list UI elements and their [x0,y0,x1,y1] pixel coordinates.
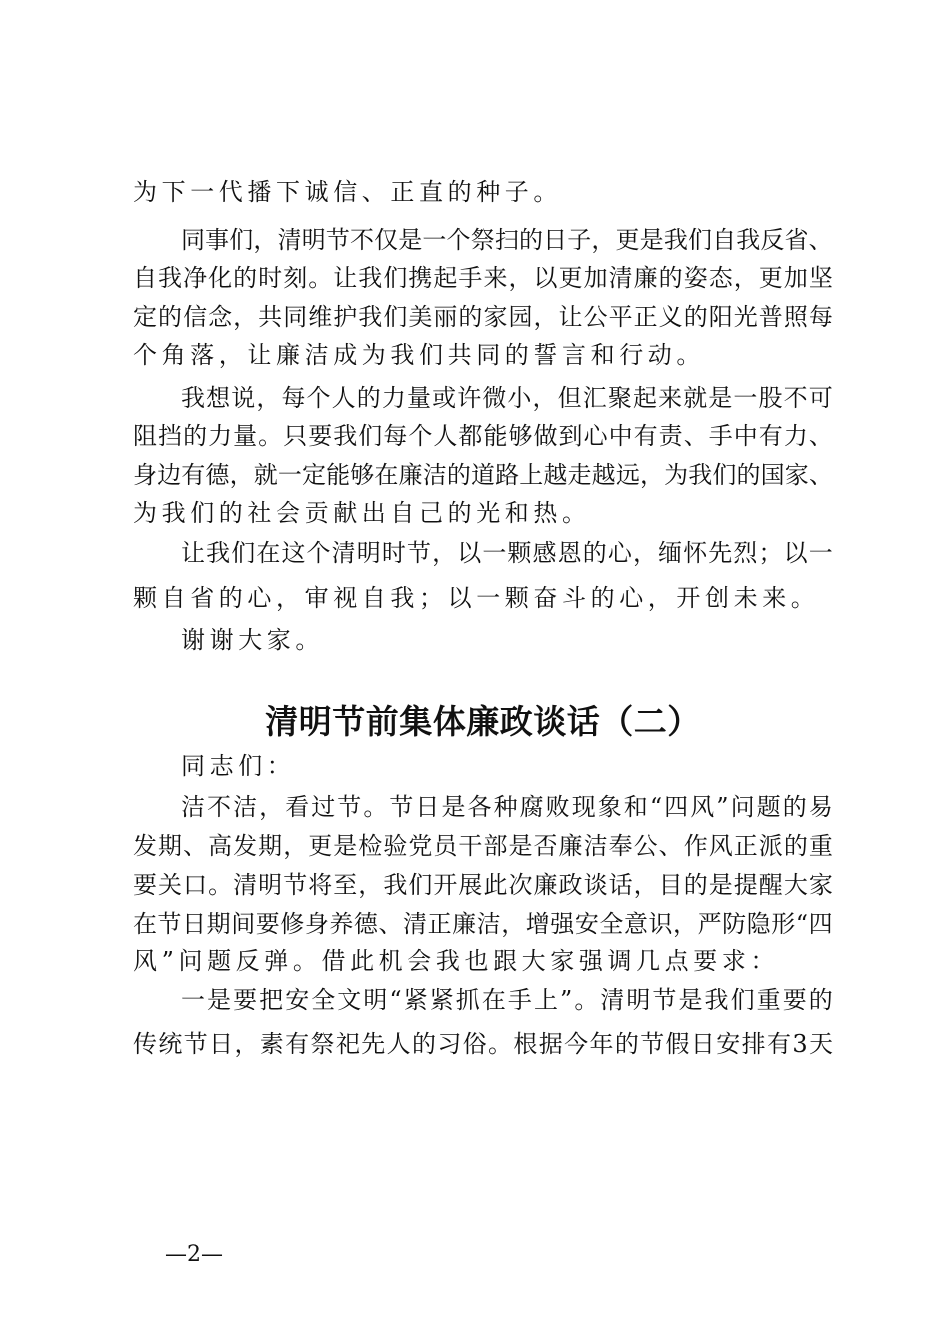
page-number: —2— [165,1242,223,1267]
paragraph-line: 颗自省的心，审视自我；以一颗奋斗的心，开创未来。 [133,584,820,612]
paragraph-line: 发 期 、 高 发 期 ， 更 是 检 验 党 员 干 部 是 否 廉 洁 奉 公 、 作 风 正 派 的 重 [133,832,833,860]
paragraph-line: 让 我 们 在 这 个 清 明 时 节 ， 以 一 颗 感 恩 的 心 ， 缅 怀 先 烈 ； 以 一 [181,539,833,567]
paragraph-line: 洁 不 洁 ， 看 过 节 。 节 日 是 各 种 腐 败 现 象 和 “ 四 风 ” 问 题 的 易 [181,793,833,821]
section-title: 清明节前集体廉政谈话（二） [265,702,701,741]
paragraph-line: 要 关 口 。 清 明 节 将 至 ， 我 们 开 展 此 次 廉 政 谈 话 ， 目 的 是 提 醒 大 家 [133,871,833,899]
paragraph-line: 谢谢大家。 [181,626,324,654]
paragraph-line: 我 想 说 ， 每 个 人 的 力 量 或 许 微 小 ， 但 汇 聚 起 来 就 是 一 股 不 可 [181,384,833,412]
paragraph-line: 风”问题反弹。借此机会我也跟大家强调几点要求： [133,947,780,975]
paragraph-line: 在 节 日 期 间 要 修 身 养 德 、 清 正 廉 洁 ， 增 强 安 全 意 识 ， 严 防 隐 形 “ 四 [133,910,833,938]
paragraph-line: 阻 挡 的 力 量 。 只 要 我 们 每 个 人 都 能 够 做 到 心 中 有 责 、 手 中 有 力 、 [133,422,833,450]
paragraph-line: 同志们： [181,752,296,780]
paragraph-line: 为下一代播下诚信、正直的种子。 [133,178,562,206]
paragraph-line: 同 事 们 ， 清 明 节 不 仅 是 一 个 祭 扫 的 日 子 ， 更 是 我 们 自 我 反 省 、 [181,226,833,254]
paragraph-line: 传 统 节 日 ， 素 有 祭 祀 先 人 的 习 俗 。 根 据 今 年 的 节 假 日 安 排 有 3 天 [133,1030,833,1058]
paragraph-line: 定 的 信 念 ， 共 同 维 护 我 们 美 丽 的 家 园 ， 让 公 平 正 义 的 阳 光 普 照 每 [133,303,833,331]
paragraph-line: 一 是 要 把 安 全 文 明 “ 紧 紧 抓 在 手 上 ” 。 清 明 节 是 我 们 重 要 的 [181,986,833,1014]
paragraph-line: 为我们的社会贡献出自己的光和热。 [133,499,591,527]
paragraph-line: 个角落，让廉洁成为我们共同的誓言和行动。 [133,341,705,369]
paragraph-line: 自 我 净 化 的 时 刻 。 让 我 们 携 起 手 来 ， 以 更 加 清 廉 的 姿 态 ， 更 加 坚 [133,264,833,292]
paragraph-line: 身 边 有 德 ， 就 一 定 能 够 在 廉 洁 的 道 路 上 越 走 越 远 ， 为 我 们 的 国 家 、 [133,461,833,489]
